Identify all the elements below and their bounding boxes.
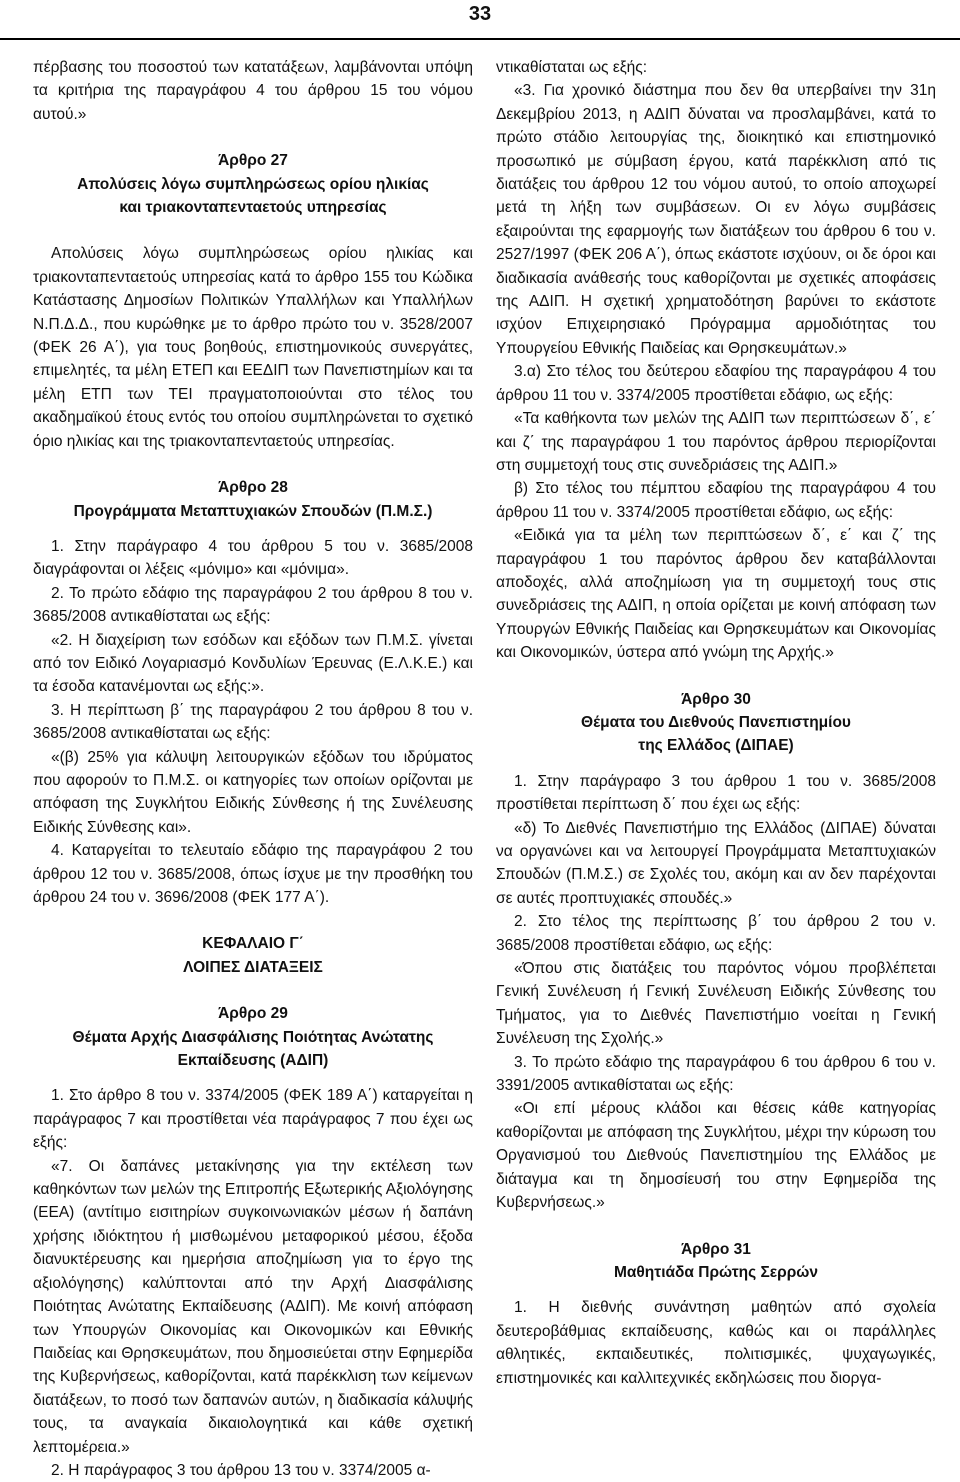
- article-28-paragraph-1: 1. Στην παράγραφο 4 του άρθρου 5 του ν. 3685/2008 διαγράφονται οι λέξεις «μόνιμο» και «μόνιμα».: [33, 537, 473, 579]
- article-28-paragraph-2: 2. Το πρώτο εδάφιο της παραγράφου 2 του άρθρου 8 του ν. 3685/2008 αντικαθίσταται ως εξής:: [33, 584, 473, 626]
- article-31-paragraph-1: 1. Η διεθνής συνάντηση μαθητών από σχολεία δευτεροβάθμιας εκπαίδευσης, καθώς και οι παράλληλες αθλητικές, εκπαιδευτικές, πολιτισμικές, ψυχαγωγικές, επιστημονικές και καλλιτεχνικές εκδηλώσεις που διοργα-: [496, 1299, 936, 1387]
- article-28-paragraph-4: 3. Η περίπτωση β΄ της παραγράφου 2 του άρθρου 8 του ν. 3685/2008 αντικαθίσταται ως εξής:: [33, 701, 473, 743]
- article-29-quote-3b: «Ειδικά για τα μέλη των περιπτώσεων δ΄, ε΄ και ζ΄ της παραγράφου 1 του παρόντος άρθρου δεν καταβάλλονται αποδοχές, αλλά αποζημίωση για τη συμμετοχή τους στις συνεδριάσεις της ΑΔΙΠ, η οποία ορίζεται με κοινή απόφαση των Υπουργών Εθνικής Παιδείας και Θρησκευμάτων και Οικονομίας και Οικονομικών, ύστερα από γνώμη της Αρχής.»: [496, 527, 936, 662]
- article-29-paragraph-3b: β) Στο τέλος του πέμπτου εδαφίου της παραγράφου 4 του άρθρου 11 του ν. 3374/2005 προστίθεται εδάφιο, ως εξής:: [496, 480, 936, 521]
- article-30-subtitle-1: Θέματα του Διεθνούς Πανεπιστημίου: [581, 713, 851, 731]
- article-27-title: Άρθρο 27: [218, 152, 288, 170]
- article-29-quote-3: «3. Για χρονικό διάστημα που δεν θα υπερβαίνει την 31η Δεκεμβρίου 2013, η ΑΔΙΠ δύναται να προσλαμβάνει, κατά το πρώτο στάδιο λειτουργίας της, διοικητικό και επιστημονικό προσωπικό με σύμβαση έργου, κατά παρέκκλιση από τις διατάξεις του άρθρου 12 του νόμου αυτού, το οποίο αποχωρεί μετά τη λήξη των συμβάσεων. Οι εν λόγω συμβάσεις εξαιρούνται της εφαρμογής των διατάξεων του άρθρου 6 του ν. 2527/1997 (ΦΕΚ 206 Α΄), όπως εκάστοτε ισχύουν, οι δε όροι και διαδικασία ανάθεσής τους καθορίζονται με σχετικές αποφάσεις της ΑΔΙΠ. Η σχετική χρηματοδότηση βαρύνει το εκάστοτε ισχύον Επιχειρησιακό Πρόγραμμα αρμοδιότητας του Υπουργείου Εθνικής Παιδείας και Θρησκευμάτων.»: [496, 82, 936, 357]
- article-30-paragraph-1: 1. Στην παράγραφο 3 του άρθρου 1 του ν. 3685/2008 προστίθεται περίπτωση δ΄ που έχει ως εξής:: [496, 772, 936, 814]
- article-29-paragraph-3a: 3.α) Στο τέλος του δεύτερου εδαφίου της παραγράφου 4 του άρθρου 11 του ν. 3374/2005 προστίθεται εδάφιο, ως εξής:: [496, 363, 936, 404]
- left-column: [33, 56, 473, 1482]
- article-28-subtitle: Προγράμματα Μεταπτυχιακών Σπουδών (Π.Μ.Σ.): [73, 502, 433, 520]
- article-30-paragraph-2: «δ) Το Διεθνές Πανεπιστήμιο της Ελλάδος (ΔΙΠΑΕ) δύναται να οργανώνει και να λειτουργεί Προγράμματα Μεταπτυχιακών Σπουδών (Π.Μ.Σ.) σε Σχολές του, ακόμη και αν δεν παρέχονται σε αυτές προπτυχιακές σπουδές.»: [496, 819, 936, 907]
- article-30-paragraph-3: 2. Στο τέλος της περίπτωσης β΄ του άρθρου 2 του ν. 3685/2008 προστίθεται εδάφιο, ως εξής:: [496, 913, 936, 954]
- article-29-paragraph-2: «7. Οι δαπάνες μετακίνησης για την εκτέλεση των καθηκόντων των μελών της Επιτροπής Εξωτερικής Αξιολόγησης (ΕΕΑ) (αντίτιμο εισιτηρίων συγκοινωνιακών μέσων ή δαπάνη χρήσης ιδιόκτητου ή μισθωμένου μεταφορικού μέσου, έξοδα διανυκτέρευσης και ημερήσια αποζημίωση για το έργο της αξιολόγησης) καλύπτονται από την Αρχή Διασφάλισης Ποιότητας Ανώτατης Εκπαίδευσης (ΑΔΙΠ). Με κοινή απόφαση των Υπουργών Οικονομίας και Οικονομικών και Εθνικής Παιδείας και Θρησκευμάτων, που δημοσιεύεται στην Εφημερίδα της Κυβερνήσεως, καθορίζονται, κατά παρέκκλιση των κείμενων διατάξεων, το ποσό των δαπανών αυτών, η διαδικασία κάλυψής τους, τα αναγκαία δικαιολογητικά και κάθε σχετική λεπτομέρεια.»: [33, 1157, 473, 1456]
- article-27-subtitle-1: Απολύσεις λόγω συμπληρώσεως ορίου ηλικίας: [77, 175, 429, 193]
- page-number: 33: [468, 3, 492, 25]
- article-28-paragraph-5: «(β) 25% για κάλυψη λειτουργικών εξόδων του ιδρύματος που αφορούν το Π.Μ.Σ. οι κατηγορίες των οποίων ορίζονται με απόφαση της Συγκλήτου Ειδικής Σύνθεσης ή της Συνέλευσης Ειδικής Σύνθεσης και».: [33, 748, 473, 836]
- article-29-subtitle-1: Θέματα Αρχής Διασφάλισης Ποιότητας Ανώτατης: [72, 1028, 434, 1046]
- intro-paragraph: πέρβασης του ποσοστού των κατατάξεων, λαμβάνονται υπόψη τα κριτήρια της παραγράφου 4 του άρθρου 15 του νόμου αυτού.»: [33, 59, 473, 123]
- article-30-paragraph-6: «Οι επί μέρους κλάδοι και θέσεις κάθε κατηγορίας καθορίζονται με απόφαση της Συγκλήτου, μέχρι την κύρωση του Οργανισμού του Διεθνούς Πανεπιστημίου της Ελλάδος με διάταγμα και τη δημοσίευσή του στην Εφημερίδα της Κυβερνήσεως.»: [496, 1100, 936, 1212]
- article-28-paragraph-3: «2. Η διαχείριση των εσόδων και εξόδων των Π.Μ.Σ. γίνεται από τον Ειδικό Λογαριασμό Κονδυλίων Έρευνας (Ε.Λ.Κ.Ε.) και τα έσοδα κατανέμονται ως εξής:».: [33, 631, 473, 696]
- article-31-subtitle: Μαθητιάδα Πρώτης Σερρών: [613, 1263, 819, 1281]
- article-31-title: Άρθρο 31: [681, 1240, 751, 1258]
- article-27-paragraph: Απολύσεις λόγω συμπληρώσεως ορίου ηλικίας και τριακονταπενταετούς υπηρεσίας κατά το άρθρο 155 του Κώδικα Κατάστασης Δημοσίων Πολιτικών Υπαλλήλων και Υπαλλήλων Ν.Π.Δ.Δ., που κυρώθηκε με το άρθρο πρώτο του ν. 3528/2007 (ΦΕΚ 26 Α΄), για τους βοηθούς, επιστημονικούς συνεργάτες, επιμελητές, τα μέλη ΕΤΕΠ και ΕΕΔΙΠ των Πανεπιστημίων και τα μέλη ΕΤΠ των ΤΕΙ πραγματοποιούνται στο τέλος του ακαδημαϊκού έτους εντός του οποίου συμπληρώνεται το σχετικό όριο ηλικίας και της τριακονταπενταετούς υπηρεσίας.: [33, 245, 473, 450]
- article-29-subtitle-2: Εκπαίδευσης (ΑΔΙΠ): [177, 1052, 329, 1070]
- article-27-subtitle-2: και τριακονταπενταετούς υπηρεσίας: [119, 199, 387, 217]
- article-30-paragraph-4: «Όπου στις διατάξεις του παρόντος νόμου προβλέπεται Γενική Συνέλευση ή Γενική Συνέλευση Ειδικής Σύνθεσης του Τμήματος, για το Διεθνές Πανεπιστήμιο νοείται η Γενική Συνέλευση της Σχολής.»: [496, 960, 936, 1048]
- article-29-paragraph-3: 2. Η παράγραφος 3 του άρθρου 13 του ν. 3374/2005 α-: [51, 1461, 431, 1479]
- article-30-subtitle-2: της Ελλάδος (ΔΙΠΑΕ): [638, 737, 794, 755]
- article-29-paragraph-1: 1. Στο άρθρο 8 του ν. 3374/2005 (ΦΕΚ 189 Α΄) καταργείται η παράγραφος 7 και προστίθεται νέα παράγραφος 7 που έχει ως εξής:: [33, 1087, 473, 1152]
- right-column: [496, 56, 936, 1390]
- article-29-title: Άρθρο 29: [218, 1005, 288, 1023]
- article-28-title: Άρθρο 28: [218, 479, 288, 497]
- chapter-title: ΚΕΦΑΛΑΙΟ Γ΄: [202, 935, 304, 953]
- article-29-quote-3a: «Τα καθήκοντα των μελών της ΑΔΙΠ των περιπτώσεων δ΄, ε΄ και ζ΄ της παραγράφου 1 του παρόντος άρθρου περιορίζονται στη συμμετοχή τους στις συνεδριάσεις της ΑΔΙΠ.»: [496, 410, 936, 474]
- continuation-paragraph: ντικαθίσταται ως εξής:: [496, 59, 648, 76]
- article-30-paragraph-5: 3. Το πρώτο εδάφιο της παραγράφου 6 του άρθρου 6 του ν. 3391/2005 αντικαθίσταται ως εξής:: [496, 1053, 936, 1095]
- article-28-paragraph-6: 4. Καταργείται το τελευταίο εδάφιο της παραγράφου 2 του άρθρου 12 του ν. 3685/2008, όπως ίσχυε με την προσθήκη του άρθρου 24 του ν. 3696/2008 (ΦΕΚ 177 Α΄).: [33, 842, 473, 906]
- header-rule: [0, 38, 960, 40]
- chapter-subtitle: ΛΟΙΠΕΣ ΔΙΑΤΑΞΕΙΣ: [183, 958, 323, 976]
- article-30-title: Άρθρο 30: [681, 690, 751, 708]
